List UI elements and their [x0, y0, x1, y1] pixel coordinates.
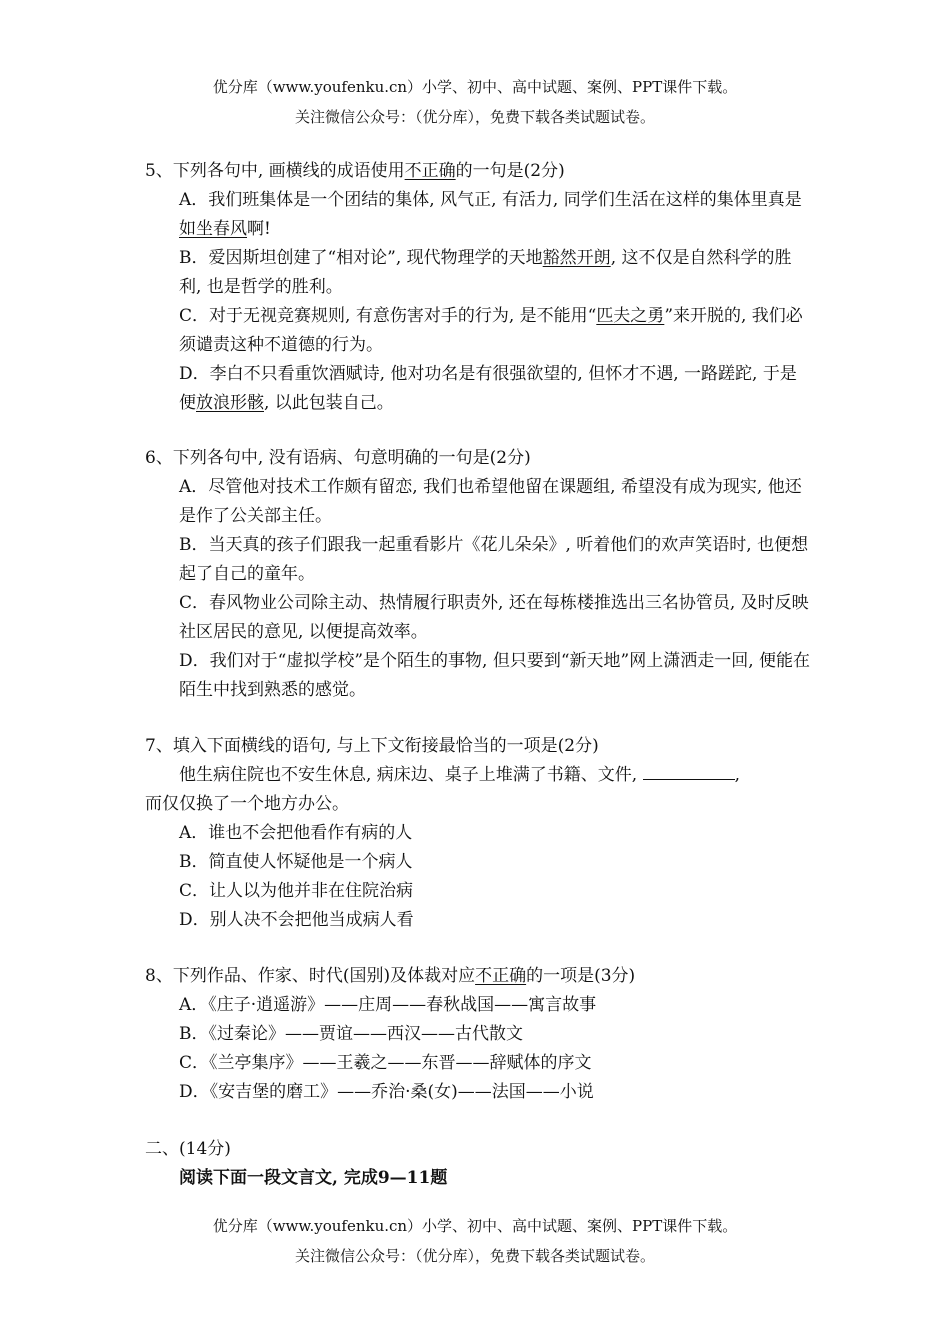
question-8-stem: 8、下列作品、作家、时代(国别)及体裁对应不正确的一项是(3分): [145, 966, 636, 986]
footer-line-2: 关注微信公众号：（优分库），免费下载各类试题试卷。: [294, 1247, 655, 1265]
question-7-option-a: A．谁也不会把他看作有病的人: [179, 823, 413, 843]
question-7-passage: 他生病住院也不安生休息, 病床边、桌子上堆满了书籍、文件, ,: [179, 765, 741, 785]
question-6-option-d: D．我们对于“虚拟学校”是个陌生的事物, 但只要到“新天地”网上潇洒走一回, 便能在陌生中找到熟悉的感觉。: [179, 651, 811, 700]
question-8-option-d: D．《安吉堡的磨工》——乔治·桑(女)——法国——小说: [179, 1082, 594, 1102]
question-7: [145, 732, 810, 935]
question-6-option-c: C．春风物业公司除主动、热情履行职责外, 还在每栋楼推选出三名协管员, 及时反映社区居民的意见, 以便提高效率。: [179, 593, 809, 642]
question-5-stem: 5、下列各句中, 画横线的成语使用不正确的一句是(2分): [145, 161, 565, 181]
question-8-option-c: C．《兰亭集序》——王羲之——东晋——辞赋体的序文: [179, 1053, 592, 1073]
question-5-option-d: D．李白不只看重饮酒赋诗, 他对功名是有很强欲望的, 但怀才不遇, 一路蹉跎, 于是便放浪形骸, 以此包装自己。: [179, 364, 797, 413]
question-7-stem: 7、填入下面横线的语句, 与上下文衔接最恰当的一项是(2分): [145, 736, 599, 756]
question-6-stem: 6、下列各句中, 没有语病、句意明确的一句是(2分): [145, 448, 531, 468]
question-6-option-b: B．当天真的孩子们跟我一起重看影片《花儿朵朵》, 听着他们的欢声笑语时, 也便想起了自己的童年。: [179, 535, 809, 584]
question-6: [145, 444, 810, 705]
question-7-passage-cont: 而仅仅换了一个地方办公。: [145, 794, 349, 814]
question-5-option-a: A．我们班集体是一个团结的集体, 风气正, 有活力, 同学们生活在这样的集体里真是如坐春风啊!: [179, 190, 802, 239]
question-5-option-c: C．对于无视竞赛规则, 有意伤害对手的行为, 是不能用“匹夫之勇”来开脱的, 我们必须谴责这种不道德的行为。: [179, 306, 803, 355]
header-line-2: 关注微信公众号：（优分库），免费下载各类试题试卷。: [294, 108, 655, 126]
section-2-instruction: 阅读下面一段文言文, 完成9—11题: [179, 1168, 448, 1188]
question-7-option-c: C．让人以为他并非在住院治病: [179, 881, 414, 901]
header-line-1: 优分库（www.youfenku.cn）小学、初中、高中试题、案例、PPT课件下载。: [212, 78, 738, 96]
answer-blank: [643, 763, 735, 780]
footer-line-1: 优分库（www.youfenku.cn）小学、初中、高中试题、案例、PPT课件下载。: [212, 1217, 738, 1235]
question-7-option-b: B．简直使人怀疑他是一个病人: [179, 852, 413, 872]
question-8-option-b: B．《过秦论》——贾谊——西汉——古代散文: [179, 1024, 523, 1044]
section-2: [145, 1135, 810, 1193]
question-7-option-d: D．别人决不会把他当成病人看: [179, 910, 414, 930]
question-8: [145, 962, 810, 1107]
question-5: [145, 157, 810, 418]
question-6-option-a: A．尽管他对技术工作颇有留恋, 我们也希望他留在课题组, 希望没有成为现实, 他还是作了公关部主任。: [179, 477, 802, 526]
section-2-title: 二、(14分): [145, 1139, 231, 1159]
question-8-option-a: A．《庄子·逍遥游》——庄周——春秋战国——寓言故事: [179, 995, 597, 1015]
question-5-option-b: B．爱因斯坦创建了“相对论”, 现代物理学的天地豁然开朗, 这不仅是自然科学的胜利, 也是哲学的胜利。: [179, 248, 792, 297]
